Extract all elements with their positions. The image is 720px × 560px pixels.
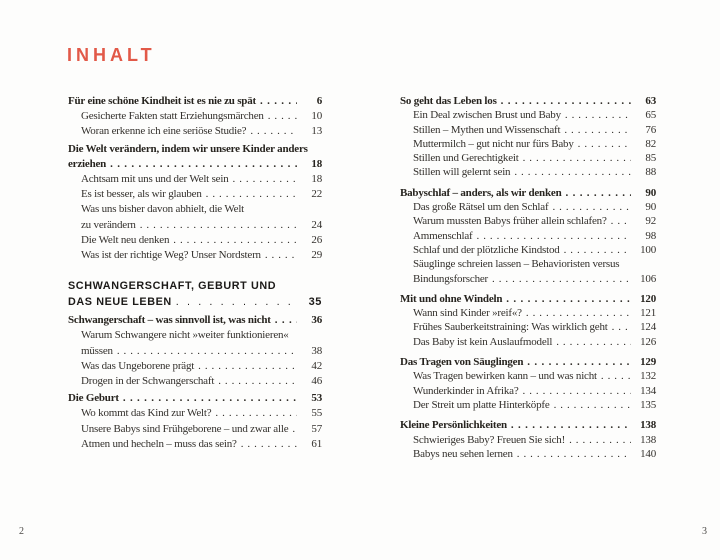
toc-entry-section [400,214,656,228]
dot-leader [578,137,631,151]
toc-entry-title: Was uns bisher davon abhielt, die Welt [81,203,245,216]
toc-entry-section [400,433,656,447]
dot-leader [492,272,631,286]
toc-entry-page: 98 [645,229,656,242]
toc-entry-row [68,142,322,157]
toc-entry-page: 140 [640,447,656,460]
toc-entry-section [68,233,322,248]
toc-entry-chapter [400,355,656,369]
toc-entry-title: Gesicherte Fakten statt Erziehungsmärchen [81,110,264,123]
toc-entry-row [81,172,322,187]
toc-entry-page: 35 [308,296,322,309]
toc-entry-page: 6 [316,95,322,107]
toc-entry-chapter [400,292,656,306]
dot-leader [275,313,297,328]
toc-entry-section [400,320,656,334]
toc-entry-page: 42 [311,359,322,372]
toc-entry-row [81,248,322,263]
toc-entry-row [68,157,322,172]
toc-entry-title: Warum Schwangere nicht »weiter funktionieren« [81,329,289,342]
dot-leader [260,94,297,109]
dot-leader [110,157,297,172]
toc-entry-title: Für eine schöne Kindheit ist es nie zu spät [68,95,256,107]
dot-leader [123,391,297,406]
dot-leader [292,422,297,437]
toc-entry-section [68,248,322,263]
toc-entry-title: SCHWANGERSCHAFT, GEBURT UND [68,280,277,293]
dot-leader [612,320,631,334]
toc-entry-title: DAS NEUE LEBEN [68,296,172,309]
toc-entry-row [81,109,322,124]
dot-leader [250,124,297,139]
toc-entry-row [81,374,322,389]
toc-entry-title: Es ist besser, als wir glauben [81,188,202,201]
toc-entry-title: Mit und ohne Windeln [400,292,503,305]
toc-entry-title: Was ist der richtige Weg? Unser Nordstern [81,249,261,262]
dot-leader [564,123,631,137]
toc-entry-page: 57 [311,422,322,435]
toc-entry-section [400,257,656,286]
toc-entry-row [81,328,322,343]
dot-leader [523,151,631,165]
toc-entry-row [81,233,322,248]
toc-entry-title: Atmen und hecheln – muss das sein? [81,437,237,450]
toc-entry-title: Wann sind Kinder »reif«? [413,307,522,320]
toc-entry-page: 10 [311,110,322,123]
toc-entry-title: Warum mussten Babys früher allein schlafen? [413,215,607,228]
dot-leader [477,229,631,243]
toc-entry-page: 18 [311,157,322,170]
toc-entry-page: 120 [640,292,656,305]
toc-entry-page: 124 [640,321,656,334]
toc-entry-page: 134 [640,384,656,397]
toc-entry-title: müssen [81,344,113,357]
toc-entry-title: erziehen [68,157,107,170]
dot-leader [564,243,631,257]
toc-entry-chapter [68,142,322,172]
dot-leader [506,292,631,306]
dot-leader [565,108,631,122]
toc-entry-section [68,422,322,437]
toc-entry-page: 55 [311,407,322,420]
toc-entry-row [413,335,656,349]
toc-entry-row [68,278,322,294]
dot-leader [218,374,297,389]
toc-entry-title: Die Welt neu denken [81,233,170,246]
toc-entry-title: Wo kommt das Kind zur Welt? [81,407,212,420]
toc-entry-section [400,137,656,151]
toc-entry-title: Stillen will gelernt sein [413,166,511,179]
toc-entry-row [81,406,322,421]
toc-entry-chapter [400,418,656,432]
dot-leader [511,418,631,432]
toc-entry-title: Säuglinge schreien lassen – Behavioristen versus [413,258,620,271]
dot-leader [566,186,632,200]
toc-entry-section [400,229,656,243]
dot-leader [268,109,297,124]
toc-entry-row [413,306,656,320]
toc-entry-section [400,306,656,320]
toc-entry-row [413,151,656,165]
toc-entry-title: Schwieriges Baby? Freuen Sie sich! [413,433,566,446]
page-number-right: 3 [702,526,707,537]
toc-entry-row [81,218,322,233]
toc-entry-row [81,359,322,374]
toc-entry-page: 126 [640,335,656,348]
toc-entry-title: Schlaf und der plötzliche Kindstod [413,243,560,256]
toc-entry-page: 121 [640,307,656,320]
toc-entry-title: Was das Ungeborene prägt [81,359,195,372]
toc-entry-chapter [68,313,322,328]
dot-leader [233,172,297,187]
toc-entry-page: 138 [640,419,656,432]
toc-entry-page: 36 [311,314,322,327]
toc-entry-title: Was Tragen bewirken kann – und was nicht [413,370,597,383]
page-number-left: 2 [19,526,24,537]
toc-entry-page: 106 [640,272,656,285]
toc-entry-page: 53 [311,392,322,405]
toc-entry-section [68,202,322,232]
toc-entry-page: 129 [640,356,656,369]
toc-entry-row [413,398,656,412]
toc-entry-page: 76 [645,123,656,136]
toc-entry-title: Die Welt verändern, indem wir unsere Kinder anders [68,142,308,155]
toc-entry-title: Stillen – Mythen und Wissenschaft [413,123,561,136]
toc-entry-title: Schwangerschaft – was sinnvoll ist, was nicht [68,314,271,327]
toc-entry-page: 65 [645,109,656,122]
toc-entry-section [400,200,656,214]
toc-entry-page: 24 [311,218,322,231]
toc-entry-section [68,374,322,389]
dot-leader [198,359,297,374]
toc-entry-section [68,109,322,124]
toc-entry-row [413,214,656,228]
toc-entry-section [68,172,322,187]
dot-leader [501,94,631,108]
dot-leader [117,344,297,359]
toc-entry-row [413,243,656,257]
toc-entry-row [413,447,656,461]
toc-entry-title: Babys neu sehen lernen [413,447,513,460]
toc-entry-row [81,437,322,452]
dot-leader [241,437,297,452]
toc-entry-section [400,447,656,461]
toc-entry-row [413,137,656,151]
toc-entry-row [413,165,656,179]
toc-entry-title: Das Tragen von Säuglingen [400,356,524,369]
toc-entry-title: Ein Deal zwischen Brust und Baby [413,109,561,122]
toc-entry-page: 88 [645,166,656,179]
toc-entry-section [400,398,656,412]
dot-leader [215,406,297,421]
toc-entry-title: Das Baby ist kein Auslaufmodell [413,335,553,348]
toc-entry-section [68,124,322,139]
toc-entry-row [400,355,656,369]
dot-leader [265,248,297,263]
toc-entry-row [81,344,322,359]
toc-entry-page: 26 [311,233,322,246]
toc-entry-page: 90 [645,201,656,214]
toc-entry-row [413,384,656,398]
toc-entry-title: Die Geburt [68,392,119,405]
toc-entry-section [68,359,322,374]
toc-entry-section [68,437,322,452]
toc-entry-row [68,313,322,328]
dot-leader [601,369,631,383]
toc-entry-section [400,165,656,179]
toc-entry-chapter [400,186,656,200]
toc-entry-section [400,123,656,137]
toc-entry-title: Frühes Sauberkeitstraining: Was wirklich geht [413,321,608,334]
toc-entry-section [400,151,656,165]
toc-entry-row [413,320,656,334]
toc-entry-row [413,369,656,383]
dot-leader [173,233,297,248]
toc-entry-row [81,202,322,217]
toc-entry-row [81,187,322,202]
dot-leader [206,187,297,202]
toc-entry-page: 63 [645,95,656,107]
dot-leader [140,218,297,233]
toc-entry-section [68,328,322,358]
toc-entry-title: Wunderkinder in Afrika? [413,384,519,397]
toc-entry-section [400,369,656,383]
toc-entry-page: 61 [311,437,322,450]
toc-entry-title: Babyschlaf – anders, als wir denken [400,186,562,199]
toc-entry-row [413,123,656,137]
toc-entry-title: Der Streit um platte Hinterköpfe [413,398,550,411]
dot-leader [569,433,631,447]
dot-leader [517,447,631,461]
toc-entry-page: 82 [645,137,656,150]
toc-entry-title: Das große Rätsel um den Schlaf [413,201,549,214]
toc-entry-row [400,186,656,200]
toc-entry-title: So geht das Leben los [400,95,497,107]
toc-column-left [68,94,322,452]
toc-entry-row [413,272,656,286]
dot-leader [176,294,297,310]
toc-entry-row [413,257,656,271]
toc-entry-title: zu verändern [81,218,136,231]
toc-entry-title: Bindungsforscher [413,272,489,285]
dot-leader [514,165,631,179]
toc-entry-title: Kleine Persönlichkeiten [400,419,507,432]
toc-entry-row [413,229,656,243]
toc-entry-row [81,124,322,139]
toc-entry-page: 22 [311,188,322,201]
toc-entry-section [400,108,656,122]
toc-entry-row [68,294,322,310]
toc-entry-title: Stillen und Gerechtigkeit [413,152,519,165]
toc-entry-page: 92 [645,215,656,228]
toc-entry-title: Drogen in der Schwangerschaft [81,375,215,388]
toc-entry-part [68,278,322,310]
toc-entry-row [68,94,322,109]
toc-entry-row [68,391,322,406]
toc-entry-page: 90 [645,186,656,199]
toc-entry-section [68,187,322,202]
toc-entry-section [400,335,656,349]
toc-entry-chapter [400,94,656,108]
toc-entry-row [400,418,656,432]
toc-entry-page: 18 [311,173,322,186]
toc-entry-page: 100 [640,243,656,256]
toc-entry-chapter [68,94,322,109]
dot-leader [556,335,631,349]
toc-entry-title: Muttermilch – gut nicht nur fürs Baby [413,137,574,150]
toc-entry-section [68,406,322,421]
toc-entry-title: Unsere Babys sind Frühgeborene – und zwar alle [81,422,289,435]
toc-entry-row [400,94,656,108]
toc-entry-row [413,200,656,214]
toc-entry-section [400,243,656,257]
dot-leader [526,306,631,320]
toc-entry-page: 13 [311,125,322,138]
dot-leader [552,200,631,214]
toc-entry-page: 29 [311,249,322,262]
toc-entry-section [400,384,656,398]
toc-entry-page: 135 [640,398,656,411]
page-title: INHALT [67,45,156,65]
toc-entry-page: 138 [640,433,656,446]
toc-entry-title: Ammenschlaf [413,229,473,242]
toc-column-right [400,94,656,461]
toc-entry-row [413,433,656,447]
dot-leader [611,214,631,228]
toc-entry-page: 85 [645,152,656,165]
toc-entry-chapter [68,391,322,406]
dot-leader [554,398,631,412]
toc-entry-page: 38 [311,344,322,357]
toc-entry-page: 132 [640,370,656,383]
toc-entry-title: Woran erkenne ich eine seriöse Studie? [81,125,247,138]
toc-entry-page: 46 [311,375,322,388]
dot-leader [527,355,631,369]
toc-entry-row [413,108,656,122]
dot-leader [523,384,631,398]
toc-entry-row [81,422,322,437]
toc-entry-title: Achtsam mit uns und der Welt sein [81,173,229,186]
toc-entry-row [400,292,656,306]
